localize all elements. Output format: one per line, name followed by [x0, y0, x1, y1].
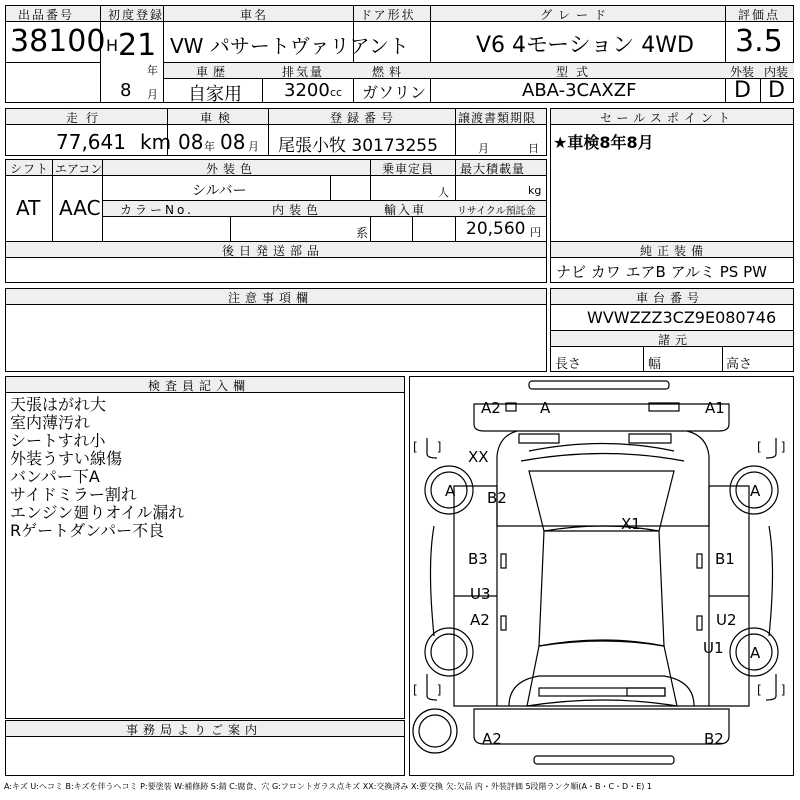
exterior-color: シルバー — [192, 183, 247, 199]
office-label: 事務局よりご案内 — [126, 723, 263, 737]
month-unit: 月 — [147, 88, 158, 101]
damage-mark: U2 — [716, 611, 737, 629]
bracket-left: [ ] — [413, 440, 442, 454]
fuel-label: 燃料 — [372, 65, 407, 79]
recycle-unit: 円 — [530, 226, 541, 239]
sales-point-box — [550, 108, 794, 242]
damage-mark: X1 — [621, 515, 641, 533]
transfer-day-unit: 日 — [528, 142, 539, 155]
hood — [497, 431, 709, 526]
subheader-strip — [164, 63, 794, 78]
score: 3.5 — [735, 24, 783, 59]
bracket-right: [ ] — [757, 440, 786, 454]
roof — [539, 526, 664, 646]
mileage-unit: km — [140, 130, 172, 154]
grade-label: グレード — [540, 8, 613, 22]
model-label: 型式 — [556, 65, 597, 79]
damage-mark: A2 — [481, 399, 501, 417]
recycle-label: リサイクル預託金 — [457, 206, 536, 217]
int-label: 内装 — [764, 65, 789, 79]
wheel-rear-left — [425, 628, 473, 676]
damage-mark: U3 — [470, 585, 491, 603]
mileage: 77,641 — [56, 130, 126, 154]
height-label: 高さ — [726, 357, 753, 372]
grade: V6 4モーション 4WD — [476, 33, 694, 58]
first-reg-label: 初度登録 — [108, 8, 165, 22]
era: H — [106, 36, 119, 55]
reg-year: 21 — [118, 28, 157, 63]
damage-mark: A2 — [470, 611, 490, 629]
damage-mark: A — [540, 399, 551, 417]
divider — [643, 346, 644, 372]
inspection-month-unit: 月 — [248, 140, 259, 153]
fuel: ガソリン — [362, 83, 427, 102]
shift: AT — [16, 196, 41, 220]
interior-color-unit: 系 — [356, 226, 369, 240]
reg-month: 8 — [120, 80, 132, 101]
reg-no-label: 登録番号 — [330, 111, 399, 125]
dims-label: 諸元 — [658, 333, 693, 347]
door-handle — [697, 616, 702, 630]
wheel-rear-left-inner — [431, 634, 467, 670]
bracket-left-rear: [ ] — [413, 683, 442, 697]
int-score: D — [768, 78, 785, 103]
displacement: 3200 — [284, 80, 330, 101]
history-label: 車歴 — [196, 65, 231, 79]
history: 自家用 — [188, 84, 242, 105]
transfer-label: 譲渡書類期限 — [458, 111, 537, 125]
sales-label: セールスポイント — [600, 111, 735, 125]
damage-mark: A — [445, 482, 456, 500]
door-label: ドア形状 — [360, 8, 416, 22]
divider — [52, 159, 53, 242]
windshield — [529, 471, 674, 531]
divider — [430, 5, 431, 103]
damage-mark: B3 — [468, 550, 488, 568]
ext-score: D — [734, 78, 751, 103]
shift-label: シフト — [10, 162, 50, 176]
damage-mark: A2 — [482, 730, 502, 748]
sales-text: ★車検8年8月 — [553, 133, 654, 152]
divider — [722, 346, 723, 372]
inspector-note: バンパー下A — [10, 467, 100, 486]
model: ABA-3CAXZF — [522, 80, 637, 101]
divider — [5, 62, 101, 63]
width-label: 幅 — [648, 357, 662, 372]
ext-label: 外装 — [730, 65, 755, 79]
damage-mark: B2 — [487, 489, 507, 507]
rear-spoiler — [539, 688, 665, 696]
rear-bumper — [474, 709, 729, 744]
year-unit: 年 — [147, 64, 158, 77]
later-parts-label: 後日発送部品 — [222, 244, 325, 258]
side-skirt-left — [431, 526, 435, 636]
headlight-right — [629, 434, 671, 443]
chassis-label: 車台番号 — [636, 291, 705, 305]
divider — [455, 108, 456, 156]
inspector-note: サイドミラー割れ — [10, 485, 137, 504]
inspection-label: 車検 — [200, 111, 237, 125]
auction-no-label: 出品番号 — [18, 8, 75, 22]
rear-bumper-bottom — [534, 756, 674, 764]
inspection-year: 08 — [178, 130, 204, 154]
interior-color-label: 内装色 — [272, 203, 324, 217]
damage-mark: A1 — [705, 399, 725, 417]
hood-line — [521, 454, 684, 462]
recycle-amount: 20,560 — [466, 219, 526, 239]
spare-tire-inner — [419, 715, 451, 747]
front-bumper-top — [529, 381, 669, 389]
caution-label: 注意事項欄 — [228, 291, 314, 305]
hood-line — [529, 444, 674, 452]
side-skirt-right — [769, 526, 773, 636]
headlight-left — [519, 434, 559, 443]
door-handle — [501, 554, 506, 568]
chassis-number: WVWZZZ3CZ9E080746 — [587, 308, 777, 327]
transfer-month-unit: 月 — [478, 142, 489, 155]
legend: A:キズ U:ヘコミ B:キズを伴うヘコミ P:要塗装 W:補修跡 S:錆 C:腐食、穴 G:フロントガラス点キズ XX:交換済み X:要交換 欠:欠品 内・外装評価 5段階ランク順(A・B・C・D・E) 1 — [4, 782, 653, 791]
divider — [268, 108, 269, 156]
equipment-label: 純正装備 — [640, 244, 709, 258]
displacement-label: 排気量 — [282, 65, 325, 79]
car-name-label: 車名 — [240, 8, 269, 22]
tail-lamp — [627, 688, 665, 696]
aircon-label: エアコン — [55, 162, 103, 176]
aircon: AAC — [59, 196, 101, 220]
import-label: 輸入車 — [384, 203, 427, 217]
inspection-year-unit: 年 — [204, 140, 215, 153]
inspector-note: 外装うすい線傷 — [10, 449, 123, 468]
divider — [163, 78, 794, 79]
inspector-notes — [10, 396, 184, 540]
load-label: 最大積載量 — [460, 162, 526, 176]
divider — [412, 216, 413, 242]
capacity-label: 乗車定員 — [382, 162, 435, 176]
car-name: VW パサートヴァリアント — [170, 34, 409, 58]
damage-mark: B1 — [715, 550, 735, 568]
reg-no: 尾張小牧 30173255 — [278, 136, 438, 156]
score-label: 評価点 — [738, 8, 781, 22]
divider — [330, 175, 331, 200]
door-handle — [697, 554, 702, 568]
trunk — [509, 676, 694, 706]
displacement-unit: cc — [330, 86, 343, 99]
divider — [725, 5, 726, 103]
inspector-note: 天張はがれ大 — [10, 395, 107, 414]
damage-mark: U1 — [703, 639, 724, 657]
color-no-label: カラーNo. — [120, 203, 194, 217]
inspector-note: シートすれ小 — [10, 431, 106, 450]
damage-mark: XX — [468, 448, 489, 466]
auction-no: 38100 — [10, 24, 106, 59]
body-outline — [497, 486, 709, 706]
load-unit: kg — [528, 184, 542, 197]
damage-mark: B2 — [704, 730, 724, 748]
length-label: 長さ — [555, 357, 582, 372]
exterior-color-label: 外装色 — [206, 162, 258, 176]
inspection-month: 08 — [220, 130, 246, 154]
mileage-label: 走行 — [66, 111, 107, 125]
inspector-note: 室内薄汚れ — [10, 413, 91, 432]
bracket-right-rear: [ ] — [757, 683, 786, 697]
inspector-label: 検査員記入欄 — [148, 379, 251, 393]
inspector-note: Rゲートダンパー不良 — [10, 521, 165, 540]
capacity-unit: 人 — [438, 186, 449, 199]
car-diagram — [409, 376, 794, 776]
door-handle — [501, 616, 506, 630]
inspector-note: エンジン廻りオイル漏れ — [10, 503, 185, 522]
equipment: ナビ カワ エアB アルミ PS PW — [556, 263, 767, 281]
damage-mark: A — [750, 644, 761, 662]
damage-mark: A — [750, 482, 761, 500]
front-bumper — [474, 404, 729, 431]
